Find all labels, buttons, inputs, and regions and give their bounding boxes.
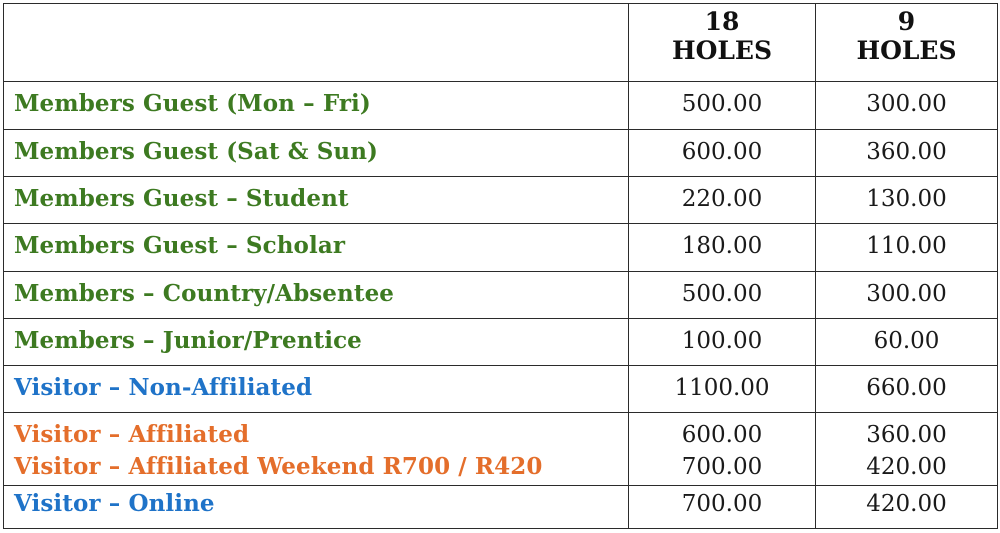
rate-18-holes: 600.00	[681, 422, 763, 449]
rate-18-holes: 500.00	[681, 91, 763, 118]
header-18-unit: HOLES	[671, 36, 773, 65]
table-row	[4, 485, 998, 528]
table-row	[4, 366, 998, 413]
header-9-holes	[816, 4, 998, 82]
rate-18-holes: 100.00	[681, 327, 763, 354]
rate-18-holes: 1100.00	[674, 375, 770, 402]
rate-name: Members – Junior/Prentice	[14, 326, 362, 354]
rate-name: Members – Country/Absentee	[14, 279, 395, 307]
rate-9-holes: 660.00	[866, 375, 947, 402]
rate-18-holes: 600.00	[681, 138, 763, 165]
rate-name: Visitor – Affiliated Weekend R700 / R420	[14, 453, 543, 481]
header-9-unit: HOLES	[856, 36, 957, 65]
rate-name: Visitor – Non-Affiliated	[14, 374, 313, 402]
table-row	[4, 413, 998, 485]
header-row	[4, 4, 998, 82]
rate-9-holes: 300.00	[866, 280, 947, 307]
rate-18-holes: 700.00	[681, 490, 763, 517]
rate-9-holes: 130.00	[866, 185, 947, 212]
rate-9-holes: 300.00	[866, 91, 947, 118]
table-row	[4, 129, 998, 176]
rate-name: Members Guest (Mon – Fri)	[14, 90, 371, 118]
rate-18-holes: 180.00	[681, 233, 763, 260]
rate-18-holes: 220.00	[681, 185, 763, 212]
rate-9-holes: 420.00	[866, 454, 947, 481]
rate-9-holes: 360.00	[866, 422, 947, 449]
rate-9-holes: 110.00	[866, 233, 947, 260]
rate-name: Visitor – Affiliated	[14, 421, 250, 449]
rate-name: Members Guest – Student	[14, 184, 349, 212]
table-row	[4, 271, 998, 318]
green-fees-table	[3, 3, 998, 529]
rate-18-holes: 500.00	[681, 280, 763, 307]
rate-name: Visitor – Online	[14, 489, 215, 517]
table-row	[4, 176, 998, 223]
rate-9-holes: 60.00	[873, 327, 940, 354]
table-row	[4, 224, 998, 271]
table-row	[4, 318, 998, 365]
header-18-holes	[629, 4, 816, 82]
header-empty-cell	[4, 4, 629, 82]
rate-18-holes: 700.00	[681, 454, 763, 481]
rate-name: Members Guest (Sat & Sun)	[14, 137, 379, 165]
header-9-number: 9	[897, 7, 916, 36]
rate-9-holes: 360.00	[866, 138, 947, 165]
rate-9-holes: 420.00	[866, 490, 947, 517]
table-row	[4, 82, 998, 129]
header-18-number: 18	[704, 7, 740, 36]
rate-name: Members Guest – Scholar	[14, 232, 346, 260]
